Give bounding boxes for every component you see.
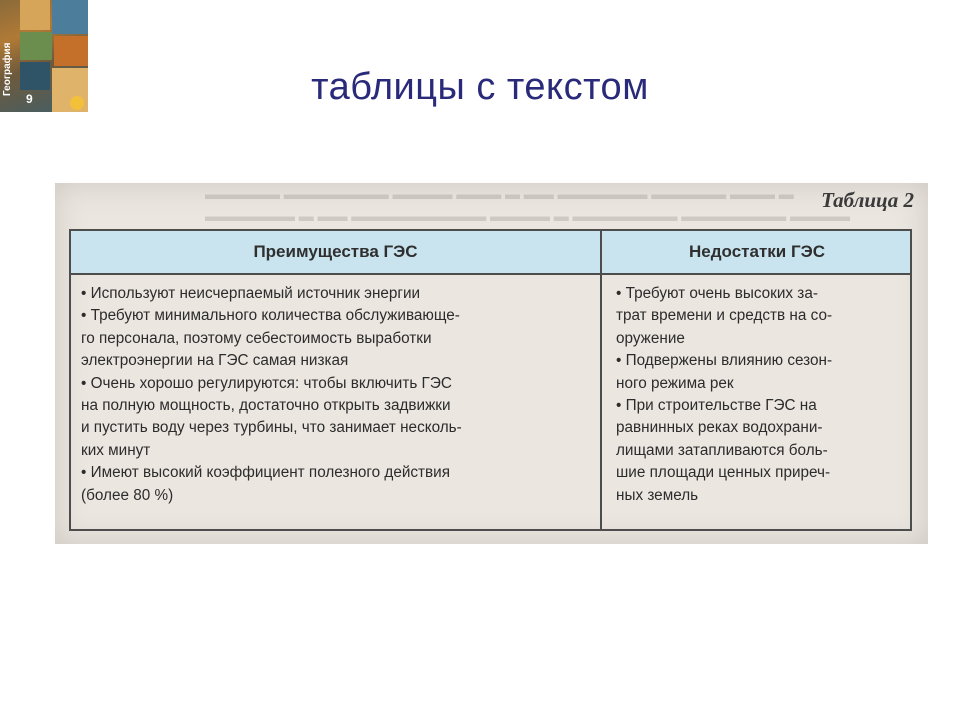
slide-title: таблицы с текстом — [311, 66, 649, 108]
list-item: • Используют неисчерпаемый источник энергии — [81, 285, 421, 302]
list-item: • Очень хорошо регулируются: чтобы включить ГЭС на полную мощность, достаточно открыть задвижки и пустить воду через турбины, что занимает несколь- ких минут — [81, 374, 462, 459]
scanned-table-image — [55, 183, 928, 544]
bleed-through-text: ▬▬▬▬▬ ▬▬▬▬▬▬▬ ▬▬▬▬ ▬▬▬ ▬ ▬▬ ▬▬▬▬▬▬ ▬▬▬▬▬ ▬▬▬ ▬ — [205, 187, 794, 203]
list-item: • Подвержены влиянию сезон- ного режима рек — [616, 352, 833, 392]
list-item: • При строительстве ГЭС на равнинных реках водохрани- лищами затапливаются боль- шие площади ценных приреч- ных земель — [616, 397, 831, 504]
table-caption: Таблица 2 — [821, 188, 914, 212]
cover-title: География — [2, 42, 13, 96]
list-item: • Имеют высокий коэффициент полезного действия (более 80 %) — [81, 464, 451, 504]
comparison-table — [69, 229, 912, 531]
cover-photo-tile — [52, 0, 88, 34]
list-item: • Требуют минимального количества обслуживающе- го персонала, поэтому себестоимость выработки электроэнергии на ГЭС самая низкая — [81, 307, 460, 370]
cover-grade: 9 — [26, 92, 33, 106]
cover-photo-tile — [20, 32, 52, 60]
list-item: • Требуют очень высоких за- трат времени и средств на со- оружение — [616, 285, 833, 347]
advantages-list — [81, 283, 591, 507]
bleed-through-text: ▬▬▬▬▬▬ ▬ ▬▬ ▬▬▬▬▬▬▬▬▬ ▬▬▬▬ ▬ ▬▬▬▬▬▬▬ ▬▬▬▬▬▬▬ ▬▬▬▬ — [205, 209, 850, 225]
header-advantages: Преимущества ГЭС — [253, 242, 418, 261]
cover-photo-tile — [54, 36, 88, 66]
cover-photo-tile — [20, 0, 50, 30]
disadvantages-list — [616, 283, 906, 507]
header-disadvantages: Недостатки ГЭС — [689, 242, 825, 261]
column-divider — [600, 231, 602, 529]
